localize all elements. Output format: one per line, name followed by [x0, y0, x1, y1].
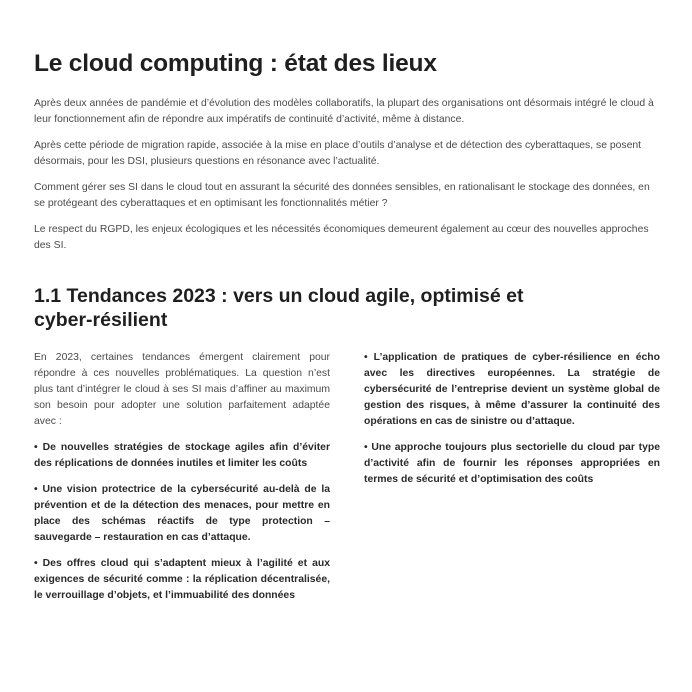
section-intro-paragraph: En 2023, certaines tendances émergent clairement pour répondre à ces nouvelles problématiques. La question n’est plus tant d’intégrer le cloud à ses SI mais d’affiner au maximum son besoin pour adopter une solution parfaitement adaptée avec :	[34, 352, 330, 427]
bullet-item: • Une approche toujours plus sectorielle du cloud par type d’activité afin de fournir les réponses appropriées en termes de sécurité et d’optimisation des coûts	[364, 442, 660, 485]
left-column	[34, 350, 330, 614]
bullet-item: • Des offres cloud qui s’adaptent mieux à l’agilité et aux exigences de sécurité comme : la réplication décentralisée, le verrouillage d’objets, et l’immuabilité des données	[34, 558, 330, 601]
intro-paragraph: Comment gérer ses SI dans le cloud tout en assurant la sécurité des données sensibles, en rationalisant le stockage des données, en se protégeant des cyberattaques et en optimisant les fonctionnalités métier ?	[34, 182, 650, 209]
right-column	[364, 350, 660, 498]
bullet-item: • De nouvelles stratégies de stockage agiles afin d’éviter des réplications de données inutiles et limiter les coûts	[34, 442, 330, 469]
section-title: 1.1 Tendances 2023 : vers un cloud agile, optimisé et cyber-résilient	[34, 285, 524, 331]
intro-section	[34, 96, 660, 264]
page-title: Le cloud computing : état des lieux	[34, 50, 437, 77]
intro-paragraph: Le respect du RGPD, les enjeux écologiques et les nécessités économiques demeurent également au cœur des nouvelles approches des SI.	[34, 224, 649, 251]
intro-paragraph: Après deux années de pandémie et d’évolution des modèles collaboratifs, la plupart des organisations ont désormais intégré le cloud à leur fonctionnement afin de répondre aux impératifs de continuité d’activité, même à distance.	[34, 98, 654, 125]
bullet-item: • Une vision protectrice de la cybersécurité au-delà de la prévention et de la détection des menaces, pour mettre en place des schémas réactifs de type protection – sauvegarde – restauration en cas d’attaque.	[34, 484, 330, 543]
intro-paragraph: Après cette période de migration rapide, associée à la mise en place d’outils d’analyse et de détection des cyberattaques, se posent désormais, pour les DSI, plusieurs questions en résonance avec l’actualité.	[34, 140, 642, 167]
bullet-item: • L’application de pratiques de cyber-résilience en écho avec les directives européennes. La stratégie de cybersécurité de l’entreprise devient un système global de gestion des risques, à même d’assurer la continuité des opérations en cas de sinistre ou d’attaque.	[364, 352, 660, 427]
